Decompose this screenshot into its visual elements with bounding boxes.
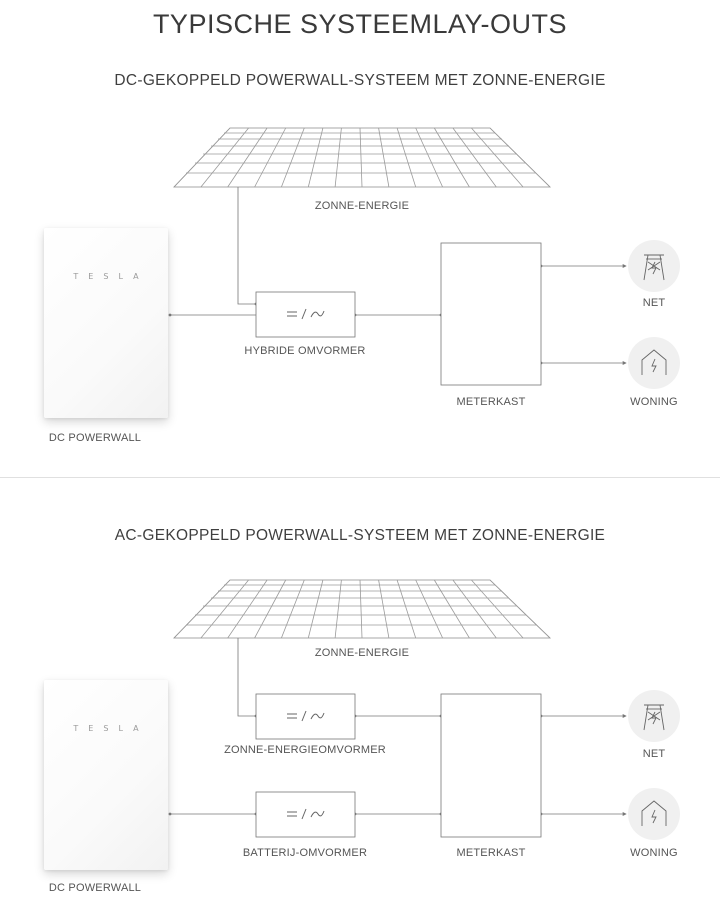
- dc-solar-panel-array: [174, 128, 550, 187]
- ac-solar-panel-array: [174, 580, 550, 638]
- ac-grid-label: NET: [642, 748, 666, 760]
- dc-meter-box: [441, 243, 541, 385]
- ac-section-title: AC-GEKOPPELD POWERWALL-SYSTEEM MET ZONNE-ENERGIE: [114, 527, 606, 544]
- dc-powerwall-logo: TESLA: [73, 272, 149, 281]
- dc-powerwall-label: DC POWERWALL: [48, 432, 142, 444]
- dc-grid-label: NET: [642, 297, 666, 309]
- ac-powerwall-label: DC POWERWALL: [48, 882, 142, 894]
- ac-meter-box: [441, 694, 541, 837]
- dc-hybrid-inverter-box: [256, 292, 355, 337]
- dc-connection-lines: [170, 187, 626, 363]
- dc-grid-tower-icon: [628, 240, 680, 292]
- dc-home-icon: [628, 337, 680, 389]
- ac-solar-inverter-box: [256, 694, 355, 739]
- ac-powerwall-logo: TESLA: [73, 724, 149, 733]
- dc-section-title: DC-GEKOPPELD POWERWALL-SYSTEEM MET ZONNE-ENERGIE: [114, 72, 606, 89]
- ac-grid-tower-icon: [628, 690, 680, 742]
- dc-meter-label: METERKAST: [456, 396, 526, 408]
- page-title: TYPISCHE SYSTEEMLAY-OUTS: [152, 9, 568, 39]
- dc-home-label: WONING: [630, 396, 678, 408]
- ac-home-label: WONING: [630, 847, 678, 859]
- ac-meter-label: METERKAST: [456, 847, 526, 859]
- ac-connection-lines: [170, 638, 626, 814]
- ac-battery-inverter-label: BATTERIJ-OMVORMER: [242, 847, 368, 859]
- ac-solar-label: ZONNE-ENERGIE: [314, 647, 410, 659]
- dc-inverter-label: HYBRIDE OMVORMER: [244, 345, 366, 357]
- ac-home-icon: [628, 788, 680, 840]
- ac-battery-inverter-box: [256, 792, 355, 837]
- ac-solar-inverter-label: ZONNE-ENERGIEOMVORMER: [224, 744, 386, 756]
- dc-solar-label: ZONNE-ENERGIE: [314, 200, 410, 212]
